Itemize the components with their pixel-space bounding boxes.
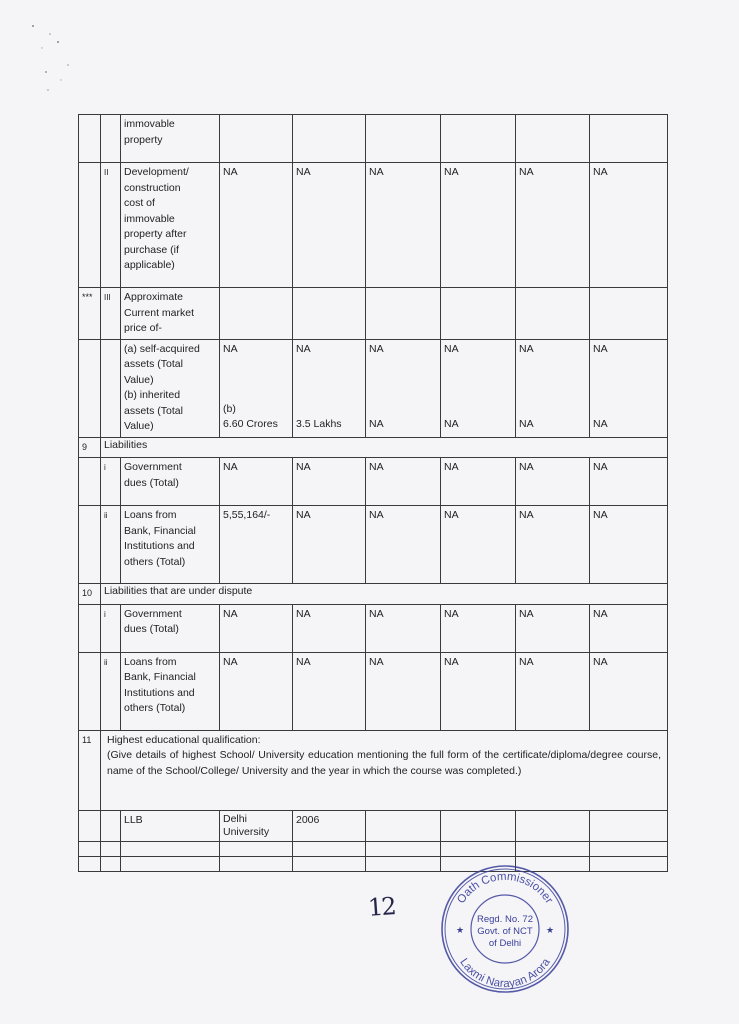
completion-year: 2006 [293,810,366,841]
value-cell [293,115,366,163]
empty-cell [121,856,220,871]
sub-item-number: i [101,604,121,652]
table-row [79,115,668,163]
value-cell: 5,55,164/- [220,506,293,584]
sub-item-number [101,339,121,437]
value-cell: NA [220,604,293,652]
empty-cell [366,856,441,871]
stamp-inner-line-2: Govt. of NCT [477,926,533,937]
value-cell [441,115,516,163]
star-icon: ★ [546,925,555,935]
sub-item-number [101,810,121,841]
empty-cell [79,856,101,871]
empty-cell [441,841,516,856]
sub-item-number: ii [101,652,121,730]
value-cell [516,339,590,437]
value-cell: NA [516,458,590,506]
value-inherited: NA [444,418,459,430]
value-self-acquired: NA [519,342,534,355]
value-cell [441,339,516,437]
item-label: Development/ construction cost of immovable property after purchase (if applicable) [121,163,220,288]
stamp-top-text: Oath Commissioner [455,870,555,906]
value-cell [366,339,441,437]
value-cell [590,339,668,437]
value-cell [293,339,366,437]
table-row [79,163,668,288]
value-cell: NA [220,652,293,730]
value-cell [293,288,366,340]
row-number [79,604,101,652]
value-self-acquired: NA [296,342,311,355]
value-inherited: NA [593,418,608,430]
empty-cell [590,856,668,871]
value-cell [220,339,293,437]
table-row [79,730,668,810]
row-number [79,810,101,841]
empty-cell [366,810,441,841]
value-cell: NA [516,163,590,288]
table-row [79,810,668,841]
value-cell: NA [366,604,441,652]
value-cell [366,115,441,163]
row-number: 11 [79,730,101,810]
row-number: 9 [79,437,101,458]
table-row [79,604,668,652]
value-self-acquired: NA [593,342,608,355]
value-cell [516,288,590,340]
value-inherited: NA [519,418,534,430]
education-title: Highest educational qualification: [107,733,261,746]
row-number: *** [79,288,101,340]
value-inherited: 3.5 Lakhs [296,418,342,430]
value-cell: NA [220,163,293,288]
empty-cell [293,856,366,871]
item-label: Approximate Current market price of- [121,288,220,340]
empty-cell [79,841,101,856]
value-cell: NA [293,163,366,288]
row-number: 10 [79,584,101,605]
empty-cell [516,810,590,841]
scan-specks [28,20,108,110]
oath-commissioner-stamp [438,862,572,996]
value-cell: NA [516,604,590,652]
value-cell: NA [441,163,516,288]
value-cell: NA [366,163,441,288]
value-inherited: (b) 6.60 Crores [223,402,278,430]
course-name: LLB [121,810,220,841]
empty-cell [516,841,590,856]
value-cell: NA [516,506,590,584]
table-row [79,856,668,871]
svg-text:Laxmi Narayan Arora [457,956,553,990]
table-row [79,458,668,506]
value-cell [590,115,668,163]
item-label: Loans from Bank, Financial Institutions and others (Total) [121,652,220,730]
value-cell: NA [441,652,516,730]
table-row [79,437,668,458]
section-heading: Liabilities [101,437,668,458]
value-cell: NA [590,604,668,652]
item-label: Loans from Bank, Financial Institutions and others (Total) [121,506,220,584]
item-label: Government dues (Total) [121,604,220,652]
institution-name: Delhi University [220,810,293,841]
empty-cell [101,841,121,856]
row-number [79,458,101,506]
row-number [79,652,101,730]
empty-cell [220,856,293,871]
value-inherited: NA [369,418,384,430]
row-number [79,506,101,584]
value-self-acquired: NA [444,342,459,355]
star-icon: ★ [456,925,465,935]
item-label: Government dues (Total) [121,458,220,506]
value-cell [220,115,293,163]
value-cell: NA [366,458,441,506]
item-label: (a) self-acquired assets (Total Value) (b) inherited assets (Total Value) [121,339,220,437]
stamp-inner-line-1: Regd. No. 72 [477,914,533,925]
value-cell: NA [590,163,668,288]
sub-item-number: III [101,288,121,340]
value-cell: NA [293,652,366,730]
value-cell [516,115,590,163]
education-heading-cell [101,730,668,810]
table-row [79,339,668,437]
row-number [79,339,101,437]
value-cell [590,288,668,340]
stamp-bottom-text: Laxmi Narayan Arora [457,956,553,991]
value-self-acquired: NA [369,342,384,355]
empty-cell [441,810,516,841]
sub-item-number: i [101,458,121,506]
empty-cell [293,841,366,856]
stamp-inner-line-3: of Delhi [488,938,522,949]
education-instructions: (Give details of highest School/ University education mentioning the full form of the certificate/diploma/degree course, name of the School/College/ University and the year in which the course was completed.) [107,749,661,777]
value-self-acquired: NA [223,342,238,355]
value-cell: NA [590,652,668,730]
value-cell: NA [441,604,516,652]
value-cell: NA [590,458,668,506]
value-cell: NA [441,506,516,584]
section-heading: Liabilities that are under dispute [101,584,668,605]
empty-cell [121,841,220,856]
row-number [79,115,101,163]
empty-cell [366,841,441,856]
empty-cell [590,841,668,856]
value-cell: NA [293,506,366,584]
sub-item-number: ii [101,506,121,584]
assets-liabilities-table [78,114,668,872]
empty-cell [220,841,293,856]
value-cell: NA [516,652,590,730]
empty-cell [590,810,668,841]
table-row [79,506,668,584]
value-cell: NA [220,458,293,506]
value-cell: NA [590,506,668,584]
sub-item-number: II [101,163,121,288]
sub-item-number [101,115,121,163]
value-cell: NA [366,506,441,584]
table-row [79,288,668,340]
value-cell [366,288,441,340]
value-cell: NA [293,604,366,652]
item-label: immovable property [121,115,220,163]
table-row [79,841,668,856]
empty-cell [101,856,121,871]
page-number: 12 [367,892,396,922]
value-cell [441,288,516,340]
value-cell: NA [293,458,366,506]
table-row [79,584,668,605]
value-cell: NA [441,458,516,506]
row-number [79,163,101,288]
table-row [79,652,668,730]
value-cell [220,288,293,340]
value-cell: NA [366,652,441,730]
